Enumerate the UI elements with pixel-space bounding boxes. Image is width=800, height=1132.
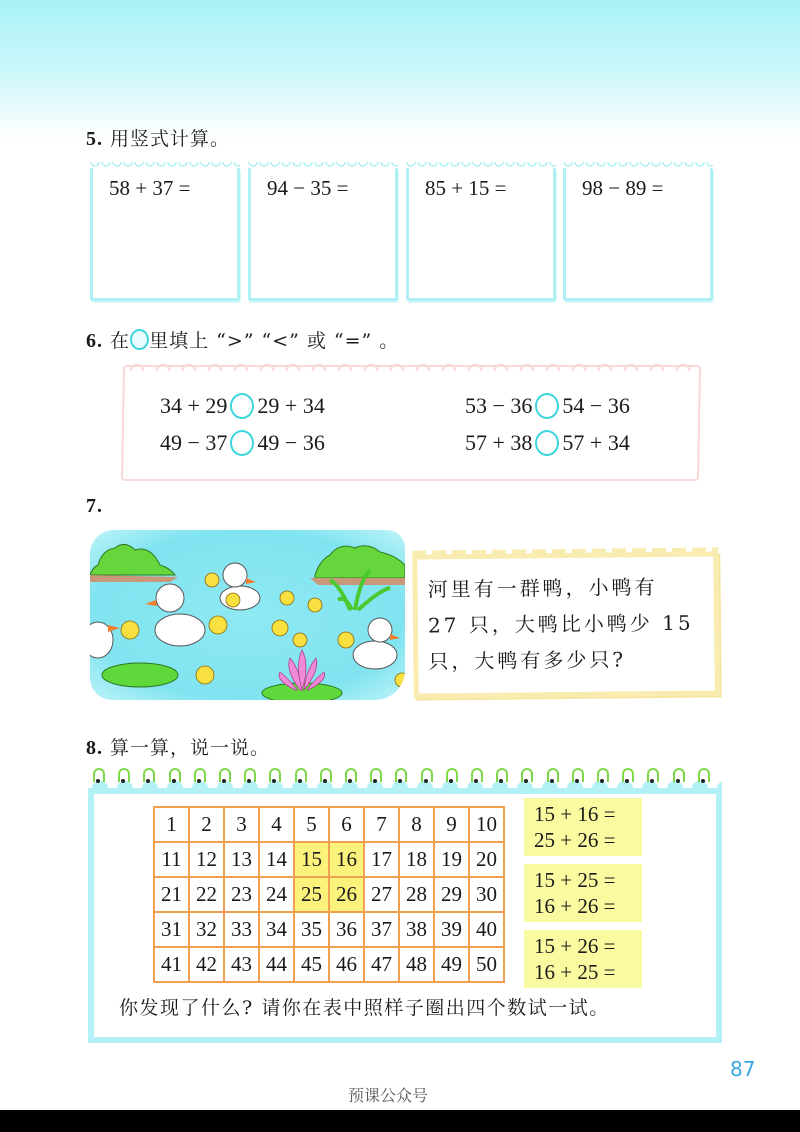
binder-ring-icon xyxy=(370,768,382,782)
grid-cell[interactable]: 11 xyxy=(154,842,189,877)
q7-line-1: 河里有一群鸭，小鸭有 xyxy=(427,575,658,602)
grid-cell[interactable]: 4 xyxy=(259,807,294,842)
grid-cell[interactable]: 16 xyxy=(329,842,364,877)
q8-number: 8. xyxy=(86,737,103,759)
equation: 15 + 25 = xyxy=(534,868,616,892)
grid-cell[interactable]: 9 xyxy=(434,807,469,842)
circle-icon xyxy=(130,329,149,350)
grid-cell[interactable]: 35 xyxy=(294,912,329,947)
grid-cell[interactable]: 7 xyxy=(364,807,399,842)
binder-ring-icon xyxy=(395,768,407,782)
binder-ring-icon xyxy=(320,768,332,782)
binder-ring-icon xyxy=(597,768,609,782)
grid-cell[interactable]: 24 xyxy=(259,877,294,912)
grid-cell[interactable]: 6 xyxy=(329,807,364,842)
q5-title xyxy=(86,124,230,151)
answer-circle-4[interactable] xyxy=(535,430,559,456)
grid-cell[interactable]: 25 xyxy=(294,877,329,912)
q5-problem-1: 58 + 37 = xyxy=(109,176,191,200)
grid-cell[interactable]: 44 xyxy=(259,947,294,982)
grid-cell[interactable]: 46 xyxy=(329,947,364,982)
grid-cell[interactable]: 13 xyxy=(224,842,259,877)
binder-ring-icon xyxy=(118,768,130,782)
grid-cell[interactable]: 40 xyxy=(469,912,504,947)
bottom-black-bar xyxy=(0,1110,800,1132)
grid-row xyxy=(154,912,504,947)
binder-ring-icon xyxy=(93,768,105,782)
q5-card-1 xyxy=(90,168,240,301)
grid-cell[interactable]: 21 xyxy=(154,877,189,912)
q6-comparison-4 xyxy=(465,430,630,456)
binder-ring-icon xyxy=(421,768,433,782)
binder-ring-icon xyxy=(269,768,281,782)
binder-ring-icon xyxy=(194,768,206,782)
q5-instruction: 用竖式计算。 xyxy=(110,128,231,150)
binder-ring-icon xyxy=(345,768,357,782)
grid-cell[interactable]: 48 xyxy=(399,947,434,982)
answer-circle-3[interactable] xyxy=(230,430,254,456)
grid-cell[interactable]: 22 xyxy=(189,877,224,912)
duck-pond-illustration xyxy=(90,530,405,700)
grid-cell[interactable]: 31 xyxy=(154,912,189,947)
q6-left-1: 34 + 29 xyxy=(160,393,228,418)
grid-cell[interactable]: 15 xyxy=(294,842,329,877)
q6-comparison-3 xyxy=(160,430,325,456)
q6-instruction-prefix: 在 xyxy=(110,330,131,352)
q5-card-4 xyxy=(563,168,713,301)
grid-cell[interactable]: 41 xyxy=(154,947,189,982)
grid-cell[interactable]: 18 xyxy=(399,842,434,877)
binder-ring-icon xyxy=(547,768,559,782)
equation-group-1 xyxy=(524,798,642,856)
grid-cell[interactable]: 17 xyxy=(364,842,399,877)
binder-ring-icon xyxy=(698,768,710,782)
page-number: 87 xyxy=(730,1057,756,1081)
grid-row xyxy=(154,807,504,842)
duck-pond-image xyxy=(90,530,405,700)
grid-cell[interactable]: 29 xyxy=(434,877,469,912)
grid-cell[interactable]: 36 xyxy=(329,912,364,947)
grid-row xyxy=(154,877,504,912)
grid-cell[interactable]: 27 xyxy=(364,877,399,912)
grid-cell[interactable]: 2 xyxy=(189,807,224,842)
q6-compare-box xyxy=(121,365,701,481)
grid-cell[interactable]: 38 xyxy=(399,912,434,947)
grid-cell[interactable]: 49 xyxy=(434,947,469,982)
equation: 25 + 26 = xyxy=(534,828,616,852)
q6-right-1: 29 + 34 xyxy=(257,393,325,418)
header-gradient xyxy=(0,0,800,140)
grid-cell[interactable]: 47 xyxy=(364,947,399,982)
answer-circle-2[interactable] xyxy=(535,393,559,419)
grid-cell[interactable]: 3 xyxy=(224,807,259,842)
grid-cell[interactable]: 42 xyxy=(189,947,224,982)
q5-problem-4: 98 − 89 = xyxy=(582,176,664,200)
q6-comparison-1 xyxy=(160,393,325,419)
grid-cell[interactable]: 23 xyxy=(224,877,259,912)
binder-ring-icon xyxy=(295,768,307,782)
equation: 16 + 26 = xyxy=(534,894,616,918)
grid-cell[interactable]: 12 xyxy=(189,842,224,877)
binder-ring-icon xyxy=(169,768,181,782)
grid-cell[interactable]: 26 xyxy=(329,877,364,912)
q7-line-2: 27 只，大鸭比小鸭少 15 xyxy=(427,610,694,638)
q6-left-4: 57 + 38 xyxy=(465,430,533,455)
q6-title xyxy=(86,326,399,353)
binder-ring-icon xyxy=(572,768,584,782)
grid-cell[interactable]: 50 xyxy=(469,947,504,982)
binder-ring-icon xyxy=(143,768,155,782)
equation: 16 + 25 = xyxy=(534,960,616,984)
q5-problem-3: 85 + 15 = xyxy=(425,176,507,200)
watermark: 预课公众号 xyxy=(348,1086,429,1105)
binder-ring-icon xyxy=(647,768,659,782)
q6-left-3: 49 − 37 xyxy=(160,430,228,455)
grid-cell[interactable]: 33 xyxy=(224,912,259,947)
grid-cell[interactable]: 14 xyxy=(259,842,294,877)
binder-ring-icon xyxy=(219,768,231,782)
grid-row xyxy=(154,947,504,982)
q5-card-2 xyxy=(248,168,398,301)
grid-cell[interactable]: 5 xyxy=(294,807,329,842)
q5-card-3 xyxy=(406,168,556,301)
q6-instruction-suffix: 里填上 “>” “<” 或 “=” 。 xyxy=(149,330,400,352)
binder-ring-icon xyxy=(244,768,256,782)
equation: 15 + 26 = xyxy=(534,934,616,958)
equation: 15 + 16 = xyxy=(534,802,616,826)
q7-title xyxy=(86,495,103,518)
grid-cell[interactable]: 43 xyxy=(224,947,259,982)
binder-ring-icon xyxy=(471,768,483,782)
binder-ring-icon xyxy=(446,768,458,782)
binder-ring-icon xyxy=(622,768,634,782)
binder-ring-icon xyxy=(496,768,508,782)
grid-cell[interactable]: 20 xyxy=(469,842,504,877)
grid-cell[interactable]: 28 xyxy=(399,877,434,912)
q6-right-3: 49 − 36 xyxy=(257,430,325,455)
grid-row xyxy=(154,842,504,877)
grid-cell[interactable]: 34 xyxy=(259,912,294,947)
q6-right-4: 57 + 34 xyxy=(562,430,630,455)
grid-cell[interactable]: 32 xyxy=(189,912,224,947)
q7-number: 7. xyxy=(86,495,103,517)
q8-title xyxy=(86,733,270,760)
q6-number: 6. xyxy=(86,330,103,352)
hundred-grid xyxy=(153,806,505,983)
answer-circle-1[interactable] xyxy=(230,393,254,419)
q8-instruction: 算一算，说一说。 xyxy=(110,737,271,759)
grid-cell[interactable]: 39 xyxy=(434,912,469,947)
q6-right-2: 54 − 36 xyxy=(562,393,630,418)
grid-cell[interactable]: 19 xyxy=(434,842,469,877)
binder-ring-icon xyxy=(521,768,533,782)
grid-cell[interactable]: 37 xyxy=(364,912,399,947)
equation-group-3 xyxy=(524,930,642,988)
q7-line-3: 只，大鸭有多少只? xyxy=(428,647,627,674)
q6-left-2: 53 − 36 xyxy=(465,393,533,418)
grid-cell[interactable]: 45 xyxy=(294,947,329,982)
grid-cell[interactable]: 1 xyxy=(154,807,189,842)
grid-cell[interactable]: 10 xyxy=(469,807,504,842)
q7-problem-card xyxy=(412,551,719,698)
q8-question: 你发现了什么? 请你在表中照样子圈出四个数试一试。 xyxy=(119,997,610,1019)
binder-ring-icon xyxy=(673,768,685,782)
q7-problem-text xyxy=(427,569,708,680)
grid-cell[interactable]: 30 xyxy=(469,877,504,912)
equation-group-2 xyxy=(524,864,642,922)
q5-problem-2: 94 − 35 = xyxy=(267,176,349,200)
q5-number: 5. xyxy=(86,128,103,150)
grid-cell[interactable]: 8 xyxy=(399,807,434,842)
q6-comparison-2 xyxy=(465,393,630,419)
